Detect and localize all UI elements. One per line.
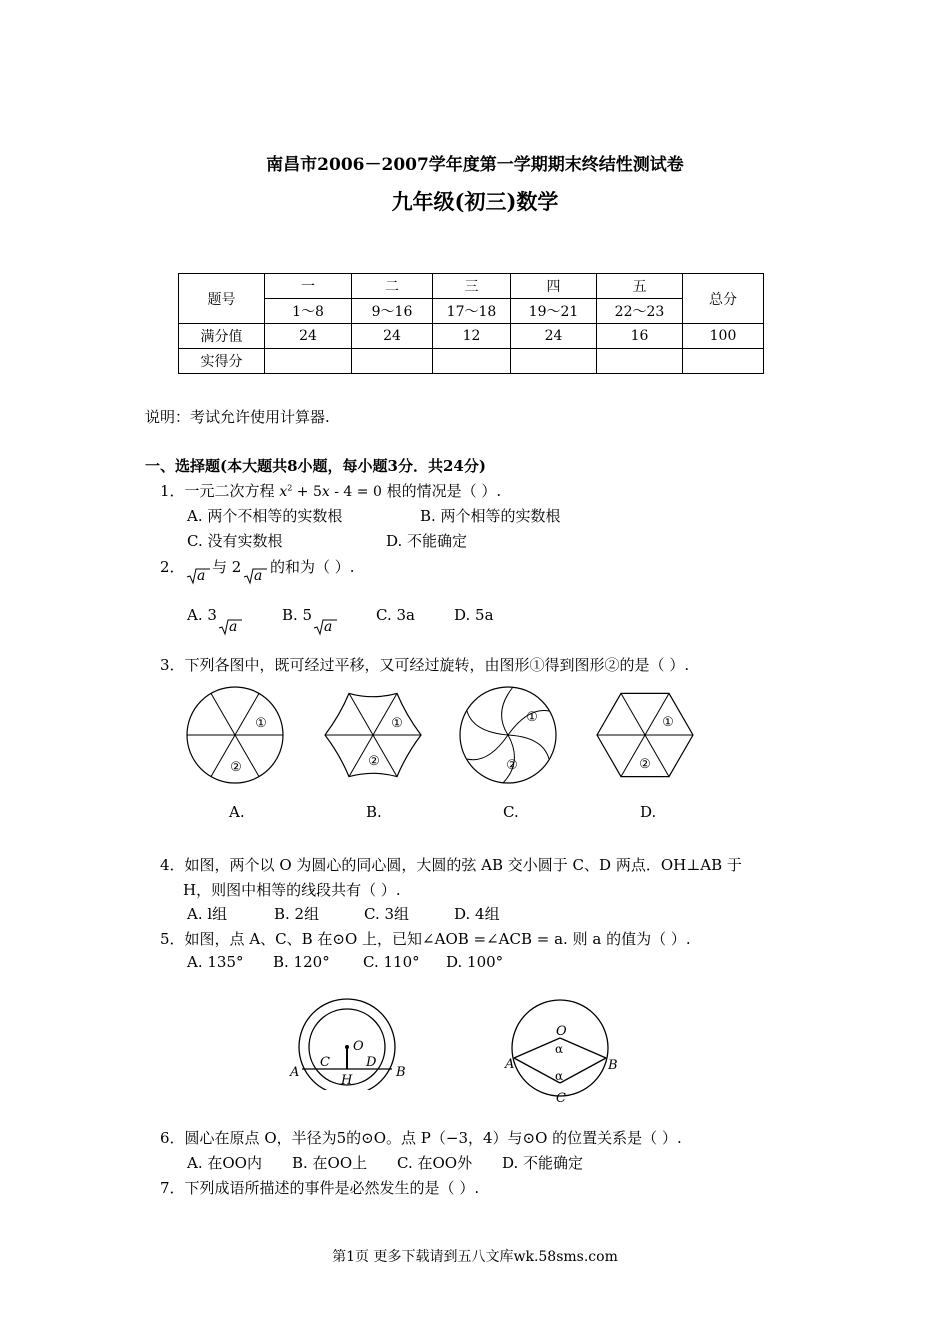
full-score-cell: 24 <box>265 324 352 349</box>
option-d[interactable]: D. 不能确定 <box>502 1154 584 1172</box>
question-number: 6． <box>160 1129 185 1147</box>
section-header: 二 <box>352 274 433 299</box>
option-c[interactable]: C. 没有实数根 <box>187 532 283 550</box>
question-number: 5． <box>160 930 185 948</box>
total-label: 总分 <box>683 274 764 324</box>
mark-2: ② <box>506 758 518 773</box>
full-score-cell: 12 <box>433 324 511 349</box>
question-text: 与 2 <box>212 558 242 576</box>
question-number: 4． <box>160 856 185 874</box>
score-table <box>178 273 764 374</box>
full-score-label: 满分值 <box>179 324 265 349</box>
exam-note: 说明：考试允许使用计算器. <box>145 408 330 426</box>
question-1 <box>160 480 501 501</box>
mark-1: ① <box>662 715 674 730</box>
section-header: 三 <box>433 274 511 299</box>
section-header: 五 <box>597 274 683 299</box>
question-number: 3． <box>160 656 185 674</box>
actual-score-cell[interactable] <box>683 349 764 374</box>
sqrt-a: a <box>186 565 210 585</box>
question-text: 下列各图中，既可经过平移，又可经过旋转，由图形①得到图形②的是（ ）. <box>184 656 690 674</box>
option-c[interactable]: C. 3组 <box>364 905 410 923</box>
range-cell: 22～23 <box>597 299 683 324</box>
mark-2: ② <box>639 757 651 772</box>
option-b[interactable]: B. 2组 <box>274 905 320 923</box>
exam-subtitle: 九年级(初三)数学 <box>391 189 559 214</box>
equation: $x^2 + 5x - 4 = 0$ <box>279 483 382 500</box>
option-a[interactable]: A. 在OO内 <box>187 1154 262 1172</box>
label-c: C <box>556 1091 566 1106</box>
full-score-cell: 24 <box>511 324 597 349</box>
label-b: B <box>608 1058 618 1073</box>
question-number: 2． <box>160 558 185 576</box>
sqrt-a: a <box>243 565 267 585</box>
alpha-bottom: α <box>555 1069 564 1083</box>
option-b[interactable]: B. 120° <box>273 953 330 971</box>
question-3 <box>160 654 689 675</box>
mark-2: ② <box>368 754 380 769</box>
sqrt-a: a <box>218 616 242 636</box>
figure-label-b[interactable]: B. <box>366 803 382 821</box>
option-c[interactable]: C. 110° <box>363 953 420 971</box>
label-b: B <box>396 1065 406 1080</box>
option-a[interactable] <box>187 606 217 624</box>
figure-concentric-circles <box>282 995 412 1090</box>
range-cell: 9～16 <box>352 299 433 324</box>
question-5 <box>160 928 691 949</box>
alpha-top: α <box>555 1042 564 1056</box>
range-cell: 17～18 <box>433 299 511 324</box>
actual-score-cell[interactable] <box>352 349 433 374</box>
question-text: 下列成语所描述的事件是必然发生的是（ ）. <box>184 1179 480 1197</box>
option-b[interactable]: B. 在OO上 <box>292 1154 368 1172</box>
figure-label-c[interactable]: C. <box>503 803 519 821</box>
actual-score-cell[interactable] <box>433 349 511 374</box>
option-c[interactable]: C. 3a <box>376 606 415 624</box>
range-cell: 19～21 <box>511 299 597 324</box>
question-text: 圆心在原点 O，半径为5的⊙O。点 P（−3，4）与⊙O 的位置关系是（ ）. <box>184 1129 682 1147</box>
question-6 <box>160 1127 682 1148</box>
question-text: 的和为（ ）. <box>270 558 355 576</box>
option-label: B. 5 <box>282 606 313 624</box>
question-7 <box>160 1177 479 1198</box>
option-a[interactable]: A. l组 <box>187 905 228 923</box>
mark-1: ① <box>526 710 538 725</box>
section-header: 四 <box>511 274 597 299</box>
range-cell: 1～8 <box>265 299 352 324</box>
figure-hexagon <box>590 682 700 792</box>
page-footer: 第1页 更多下载请到五八文库wk.58sms.com <box>332 1249 618 1265</box>
figure-curved-hexagon <box>318 682 428 792</box>
question-text: H，则图中相等的线段共有（ ）. <box>183 881 401 899</box>
question-number: 7． <box>160 1179 185 1197</box>
full-score-cell: 24 <box>352 324 433 349</box>
option-d[interactable]: D. 4组 <box>454 905 500 923</box>
figure-spiral-circle <box>453 682 563 792</box>
section1-heading: 一、选择题(本大题共8小题，每小题3分．共24分) <box>145 457 486 475</box>
actual-score-cell[interactable] <box>597 349 683 374</box>
question-text: 一元二次方程 <box>184 482 275 500</box>
option-d[interactable]: D. 100° <box>446 953 504 971</box>
question-text: 如图，两个以 O 为圆心的同心圆，大圆的弦 AB 交小圆于 C、D 两点．OH⊥AB 于 <box>184 856 742 874</box>
figure-label-a[interactable]: A. <box>229 803 245 821</box>
figure-circle-sectors <box>180 682 290 792</box>
actual-score-cell[interactable] <box>265 349 352 374</box>
question-text: 如图，点 A、C、B 在⊙O 上，已知∠AOB =∠ACB = a. 则 a 的值为（ ）. <box>184 930 691 948</box>
option-b[interactable]: B. 两个相等的实数根 <box>420 507 561 525</box>
label-d: D <box>366 1055 377 1070</box>
option-a[interactable]: A. 135° <box>187 953 244 971</box>
actual-score-label: 实得分 <box>179 349 265 374</box>
option-c[interactable]: C. 在OO外 <box>397 1154 473 1172</box>
option-a[interactable]: A. 两个不相等的实数根 <box>187 507 343 525</box>
figure-inscribed-angle <box>500 988 630 1108</box>
question-2 <box>160 556 185 577</box>
option-d[interactable]: D. 5a <box>454 606 494 624</box>
figure-label-d[interactable]: D. <box>640 803 657 821</box>
question-4 <box>160 854 742 875</box>
label-o: O <box>556 1024 567 1039</box>
label-a: A <box>505 1057 515 1072</box>
question-number: 1． <box>160 482 185 500</box>
mark-1: ① <box>255 716 267 731</box>
option-b[interactable] <box>282 606 312 624</box>
full-score-cell: 16 <box>597 324 683 349</box>
question-text: 根的情况是（ ）. <box>386 482 502 500</box>
option-d[interactable]: D. 不能确定 <box>386 532 468 550</box>
option-label: A. 3 <box>187 606 217 624</box>
label-a: A <box>290 1065 300 1080</box>
label-o: O <box>353 1039 364 1054</box>
exam-title: 南昌市2006－2007学年度第一学期期末终结性测试卷 <box>266 155 684 175</box>
actual-score-cell[interactable] <box>511 349 597 374</box>
sqrt-a: a <box>313 616 337 636</box>
question-no-label: 题号 <box>179 274 265 324</box>
mark-2: ② <box>230 760 242 775</box>
section-header: 一 <box>265 274 352 299</box>
label-h: H <box>341 1073 353 1088</box>
label-c: C <box>320 1055 330 1070</box>
mark-1: ① <box>391 716 403 731</box>
full-score-cell: 100 <box>683 324 764 349</box>
